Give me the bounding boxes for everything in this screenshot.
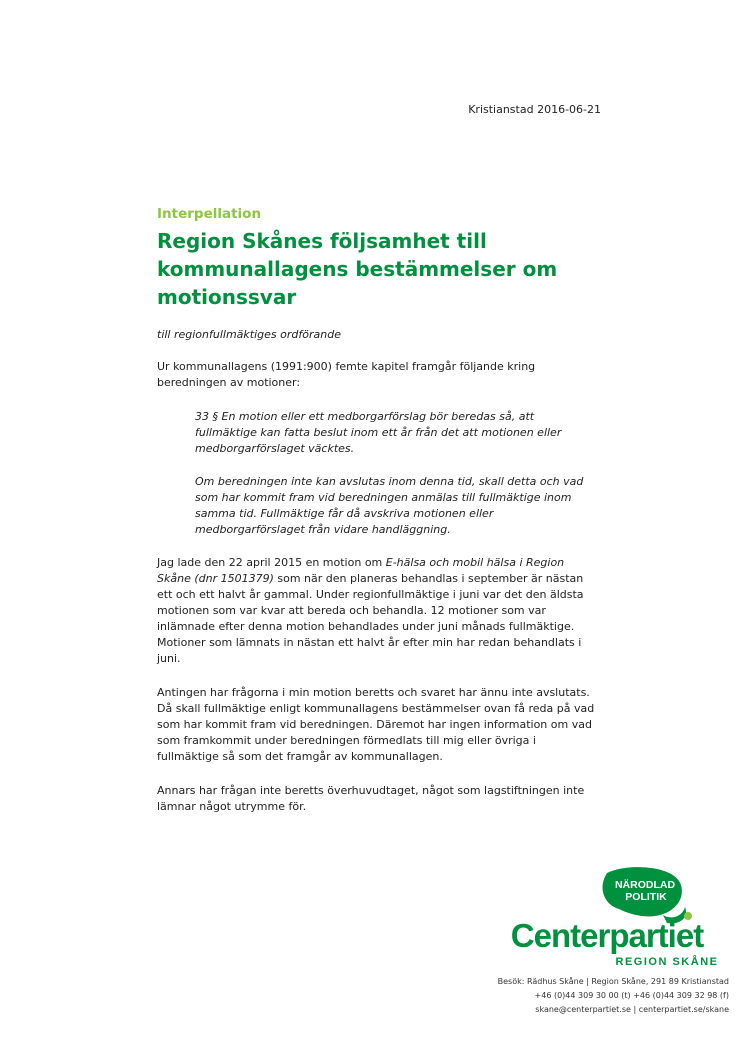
law-quote-1: 33 § En motion eller ett medborgarförslag bör beredas så, att fullmäktige kan fatta beslut inom ett år från det att motionen eller medborgarförslaget väcktes. bbox=[195, 410, 562, 455]
para1-text-start: Jag lade den 22 april 2015 en motion om bbox=[157, 556, 386, 569]
contact-phone: +46 (0)44 309 30 00 (t) +46 (0)44 309 32 98 (f) bbox=[534, 991, 729, 1000]
document-type-label: Interpellation bbox=[157, 206, 262, 222]
badge-line-2: POLITIK bbox=[625, 891, 667, 903]
badge-line-1: NÄRODLAD bbox=[614, 879, 676, 891]
contact-web: skane@centerpartiet.se | centerpartiet.se/skane bbox=[535, 1005, 729, 1014]
addressee: till regionfullmäktiges ordförande bbox=[157, 328, 341, 341]
body-paragraph-1 bbox=[157, 555, 597, 667]
contact-address: Besök: Rädhus Skåne | Region Skåne, 291 89 Kristianstad bbox=[497, 977, 729, 986]
para1-text-end: som när den planeras behandlas i september är nästan ett och ett halvt år gammal. Under regionfullmäktige i juni var det den äldsta motionen som var kvar att bereda och behandla. 12 motioner som var inlämnade efter denna motion behandlades under juni månads fullmäktige. Motioner som lämnats in nästan ett halvt år efter min har redan behandlats i juni. bbox=[157, 572, 584, 665]
centerpartiet-logo bbox=[495, 865, 720, 975]
intro-paragraph: Ur kommunallagens (1991:900) femte kapitel framgår följande kring beredningen av motioner: bbox=[157, 360, 536, 389]
document-date: Kristianstad 2016-06-21 bbox=[468, 103, 601, 116]
logo-region: REGION SKÅNE bbox=[615, 956, 719, 968]
law-quote-2: Om beredningen inte kan avslutas inom denna tid, skall detta och vad som har kommit fram vid beredningen anmälas till fullmäktige inom samma tid. Fullmäktige får då avskriva motionen eller medborgarförslaget från vidare handläggning. bbox=[195, 475, 584, 536]
document-title: Region Skånes följsamhet till kommunallagens bestämmelser om motionssvar bbox=[157, 229, 558, 309]
logo-wordmark: Centerpartiet bbox=[510, 917, 704, 954]
motion-title: E-hälsa och mobil hälsa i Region Skåne (dnr 1501379) bbox=[157, 556, 565, 585]
contact-block bbox=[498, 975, 729, 1017]
body-paragraph-2: Antingen har frågorna i min motion beretts och svaret har ännu inte avslutats. Då skall fullmäktige enligt kommunallagens bestämmelser ovan få reda på vad som har kommit fram vid beredningen. Däremot har ingen information om vad som framkommit under beredningen förmedlats till mig eller övriga i fullmäktige så som det framgår av kommunallagen. bbox=[157, 686, 595, 763]
body-paragraph-3: Annars har frågan inte beretts överhuvudtaget, något som lagstiftningen inte lämnar något utrymme för. bbox=[157, 784, 585, 813]
